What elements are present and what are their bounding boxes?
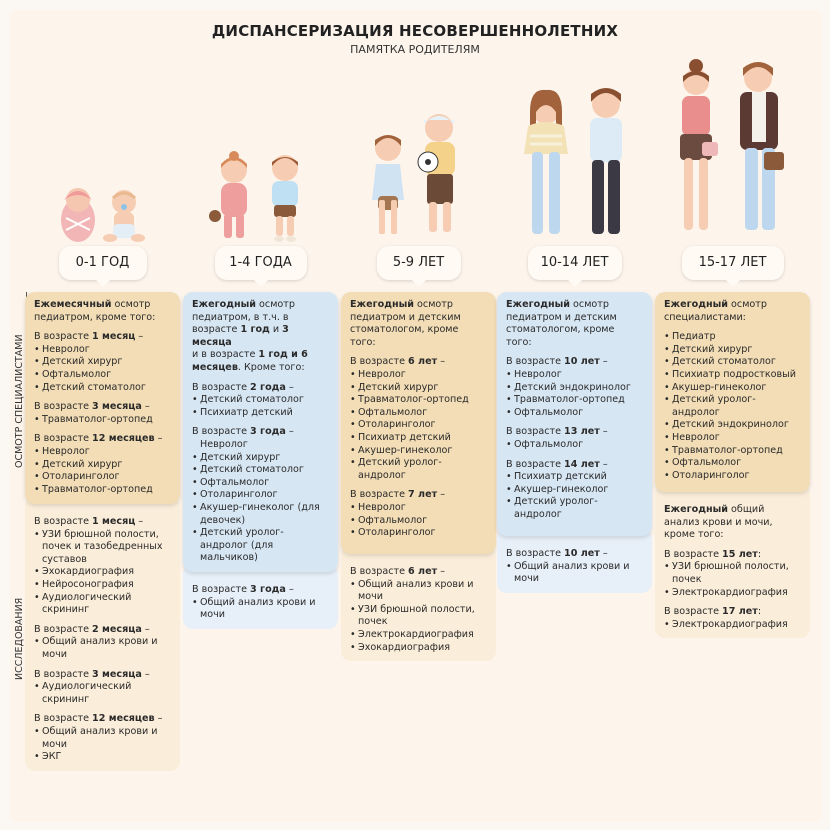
- age-label: 1-4 ГОДА: [215, 246, 307, 280]
- tests-card: [497, 528, 652, 593]
- heading-prefix: В возрасте: [192, 426, 251, 438]
- group-heading: [506, 426, 643, 439]
- tests-card: [183, 564, 338, 629]
- group-gap: [192, 419, 329, 426]
- item-list: [192, 394, 329, 419]
- list-item: • Отоларинголог: [192, 489, 329, 502]
- heading-age: 3 месяца: [92, 401, 142, 413]
- group-heading: [350, 489, 487, 502]
- heading-suffix: –: [135, 331, 144, 343]
- group-gap: [192, 375, 329, 382]
- heading-suffix: –: [285, 381, 294, 393]
- item-list: [34, 446, 171, 496]
- preteens-illustration: [518, 84, 638, 244]
- heading-age: 3 года: [250, 584, 286, 595]
- item-list: [34, 414, 171, 427]
- list-item: • Детский уролог-андролог (для мальчиков): [192, 527, 329, 565]
- heading-age: 6 лет: [408, 566, 438, 577]
- list-item: • Электрокардиография: [350, 629, 487, 642]
- heading-suffix: –: [437, 566, 446, 577]
- item-list: [192, 597, 329, 622]
- age-label: 10-14 ЛЕТ: [528, 246, 622, 280]
- item-list: [506, 471, 643, 521]
- heading-age: 2 года: [250, 381, 286, 393]
- group-heading: [34, 433, 171, 446]
- heading-prefix: В возрасте: [350, 356, 409, 368]
- list-item: • Эхокардиография: [34, 566, 171, 579]
- heading-age: 3 месяца: [92, 668, 142, 680]
- list-item: • Акушер-гинеколог: [506, 484, 643, 497]
- list-item: • Детский стоматолог: [34, 382, 171, 395]
- list-item: • Офтальмолог: [350, 515, 487, 528]
- item-list: [34, 344, 171, 394]
- group-gap: [664, 599, 801, 606]
- exam-intro: [350, 299, 487, 349]
- heading-age: 15 лет: [722, 548, 758, 560]
- item-list: [350, 369, 487, 482]
- group-heading: [34, 713, 171, 726]
- group-heading: [350, 356, 487, 369]
- list-item: • Психиатр детский: [350, 432, 487, 445]
- list-item: • Детский уролог-андролог: [664, 394, 801, 419]
- list-item: • Акушер-гинеколог: [350, 445, 487, 458]
- item-list: [192, 439, 329, 565]
- item-list: [34, 726, 171, 764]
- heading-age: 17 лет: [722, 606, 758, 618]
- item-list: [664, 561, 801, 599]
- heading-age: 1 месяц: [92, 516, 136, 527]
- list-item: • Отоларинголог: [34, 471, 171, 484]
- group-heading: [350, 566, 487, 579]
- heading-age: 6 лет: [408, 356, 438, 368]
- infant-illustration: [58, 180, 148, 246]
- heading-age: 14 лет: [564, 458, 600, 470]
- tests-card: [341, 546, 496, 661]
- group-gap: [506, 349, 643, 356]
- exam-card: [25, 292, 180, 504]
- teenagers-illustration: [668, 60, 792, 244]
- heading-prefix: В возрасте: [34, 331, 93, 343]
- heading-age: 12 месяцев: [92, 713, 155, 725]
- list-item: • Офтальмолог: [664, 457, 801, 470]
- list-item: • Невролог: [506, 369, 643, 382]
- age-label-pointer: [96, 280, 110, 287]
- heading-prefix: В возрасте: [350, 566, 409, 577]
- list-item: • Офтальмолог: [350, 407, 487, 420]
- list-item: • Детский хирург: [34, 356, 171, 369]
- item-list: [506, 439, 643, 452]
- tests-card: [655, 484, 810, 638]
- intro-text: осмотр педиатром и детским стоматологом, кроме того:: [506, 299, 617, 348]
- heading-prefix: В возрасте: [34, 713, 93, 725]
- group-gap: [664, 324, 801, 331]
- heading-suffix: –: [437, 489, 446, 501]
- item-list: [350, 502, 487, 540]
- heading-prefix: В возрасте: [506, 548, 565, 559]
- list-item: • Педиатр: [664, 331, 801, 344]
- school-children-illustration: [366, 104, 466, 244]
- list-item: • Детский эндокринолог: [664, 419, 801, 432]
- exam-card: [497, 292, 652, 536]
- list-item: • Отоларинголог: [350, 419, 487, 432]
- list-item: • Невролог: [34, 446, 171, 459]
- heading-suffix: –: [285, 584, 294, 595]
- list-item: • Детский уролог-андролог: [506, 496, 643, 521]
- item-list: [350, 579, 487, 655]
- list-item: • Невролог: [664, 432, 801, 445]
- intro-bold: Ежегодный: [664, 299, 728, 310]
- list-item: • Общий анализ крови и мочи: [34, 636, 171, 661]
- group-heading: [34, 516, 171, 529]
- group-heading: [192, 426, 329, 439]
- exam-intro: [34, 299, 171, 324]
- heading-prefix: В возрасте: [506, 356, 565, 368]
- list-item: • Психиатр подростковый: [664, 369, 801, 382]
- group-heading: [506, 548, 643, 561]
- heading-suffix: –: [141, 401, 150, 413]
- list-item: • Детский эндокринолог: [506, 382, 643, 395]
- heading-prefix: В возрасте: [34, 516, 93, 527]
- exam-intro: [192, 299, 329, 375]
- list-item: • Детский хирург: [192, 452, 329, 465]
- group-heading: [34, 624, 171, 637]
- intro-text: и в возрасте: [192, 349, 259, 361]
- intro-bold: Ежемесячный: [34, 299, 112, 310]
- list-item: • Офтальмолог: [506, 407, 643, 420]
- list-item: • Детский хирург: [350, 382, 487, 395]
- list-item: • УЗИ брюшной полости, почек и тазобедренных суставов: [34, 529, 171, 567]
- page-title: ДИСПАНСЕРИЗАЦИЯ НЕСОВЕРШЕННОЛЕТНИХ: [211, 22, 619, 40]
- group-heading: [506, 459, 643, 472]
- list-item: • Офтальмолог: [34, 369, 171, 382]
- list-item: • Детский стоматолог: [192, 394, 329, 407]
- heading-suffix: –: [154, 433, 163, 445]
- heading-suffix: –: [135, 516, 144, 527]
- list-item: • Психиатр детский: [506, 471, 643, 484]
- group-gap: [664, 542, 801, 549]
- exam-intro: [506, 299, 643, 349]
- group-gap: [34, 706, 171, 713]
- heading-age: 1 месяц: [92, 331, 136, 343]
- intro-text: . Кроме того:: [237, 361, 305, 373]
- group-heading: [34, 669, 171, 682]
- list-item: • Общий анализ крови и мочи: [192, 597, 329, 622]
- exam-card: [655, 292, 810, 492]
- list-item: • Психиатр детский: [192, 407, 329, 420]
- group-gap: [506, 419, 643, 426]
- item-list: [34, 636, 171, 661]
- heading-age: 10 лет: [564, 356, 600, 368]
- heading-age: 3 года: [250, 426, 286, 438]
- intro-bold: Ежегодный: [506, 299, 570, 310]
- age-label-pointer: [568, 280, 582, 287]
- heading-age: 13 лет: [564, 426, 600, 438]
- exam-card: [183, 292, 338, 572]
- list-item: • Акушер-гинеколог (для девочек): [192, 502, 329, 527]
- group-heading: [192, 584, 329, 597]
- heading-suffix: –: [599, 548, 608, 559]
- heading-suffix: :: [757, 606, 762, 618]
- list-item: • Эхокардиография: [350, 642, 487, 655]
- list-item: • Электрокардиография: [664, 587, 801, 600]
- heading-suffix: –: [154, 713, 163, 725]
- list-item: • Отоларинголог: [664, 470, 801, 483]
- heading-prefix: В возрасте: [506, 458, 565, 470]
- intro-bold: Ежегодный: [350, 299, 414, 310]
- heading-suffix: –: [285, 426, 294, 438]
- intro-joiner: и: [269, 324, 283, 336]
- age-label: 15-17 ЛЕТ: [682, 246, 784, 280]
- list-item: Невролог: [200, 438, 248, 450]
- heading-prefix: В возрасте: [192, 584, 251, 595]
- heading-age: 2 месяца: [92, 623, 142, 635]
- list-item: • Травматолог-ортопед: [350, 394, 487, 407]
- group-heading: [506, 356, 643, 369]
- intro-age: 3 месяца: [192, 324, 289, 348]
- group-gap: [506, 452, 643, 459]
- heading-prefix: В возрасте: [34, 433, 93, 445]
- list-item: • Общий анализ крови и мочи: [350, 579, 487, 604]
- heading-prefix: В возрасте: [664, 606, 723, 618]
- toddlers-illustration: [206, 150, 316, 246]
- heading-suffix: –: [599, 426, 608, 438]
- heading-suffix: –: [141, 623, 150, 635]
- list-item: • Детский уролог-андролог: [350, 457, 487, 482]
- list-item: • Аудиологический скрининг: [34, 592, 171, 617]
- intro-text: осмотр педиатром, в т.ч. в возрасте: [192, 299, 295, 336]
- list-item: • Травматолог-ортопед: [664, 445, 801, 458]
- intro-text: осмотр педиатром, кроме того:: [34, 299, 156, 323]
- item-list: [664, 331, 801, 482]
- group-gap: [34, 617, 171, 624]
- intro-bold: Ежегодный: [192, 299, 256, 310]
- heading-prefix: В возрасте: [506, 426, 565, 438]
- list-item: • Общий анализ крови и мочи: [34, 726, 171, 751]
- list-item: • Общий анализ крови и мочи: [506, 561, 643, 586]
- list-item: • УЗИ брюшной полости, почек: [664, 561, 801, 586]
- list-item: • Детский стоматолог: [192, 464, 329, 477]
- age-label: 0-1 ГОД: [59, 246, 147, 280]
- heading-age: 7 лет: [408, 489, 438, 501]
- heading-suffix: –: [437, 356, 446, 368]
- heading-age: 10 лет: [564, 548, 600, 559]
- intro-bold: Ежегодный: [664, 504, 728, 515]
- intro-age: 1 год и 6 месяцев: [192, 349, 308, 373]
- group-gap: [350, 482, 487, 489]
- list-item: • Отоларинголог: [350, 527, 487, 540]
- item-list: [506, 369, 643, 419]
- list-item: • Офтальмолог: [506, 439, 643, 452]
- intro-text: осмотр специалистами:: [664, 299, 767, 323]
- heading-suffix: –: [599, 356, 608, 368]
- exam-card: [341, 292, 496, 554]
- list-item: • Офтальмолог: [192, 477, 329, 490]
- list-item: • Невролог: [350, 369, 487, 382]
- heading-prefix: В возрасте: [34, 401, 93, 413]
- age-label-pointer: [254, 280, 268, 287]
- item-list: [664, 619, 801, 632]
- intro-text: общий анализ крови и мочи, кроме того:: [664, 504, 773, 541]
- list-item: • ЭКГ: [34, 751, 171, 764]
- tests-intro: [664, 504, 801, 542]
- age-label: 5-9 ЛЕТ: [377, 246, 461, 280]
- heading-prefix: В возрасте: [664, 548, 723, 560]
- heading-age: 12 месяцев: [92, 433, 155, 445]
- heading-prefix: В возрасте: [34, 623, 93, 635]
- item-list: [34, 529, 171, 617]
- exam-intro: [664, 299, 801, 324]
- list-item: • Детский хирург: [34, 459, 171, 472]
- page-subtitle: ПАМЯТКА РОДИТЕЛЯМ: [350, 43, 480, 56]
- heading-suffix: :: [757, 548, 762, 560]
- tests-card: [25, 496, 180, 771]
- heading-suffix: –: [141, 668, 150, 680]
- group-gap: [34, 662, 171, 669]
- side-label-tests: ИССЛЕДОВАНИЯ: [14, 597, 25, 680]
- list-item: • УЗИ брюшной полости, почек: [350, 604, 487, 629]
- list-item: • Аудиологический скрининг: [34, 681, 171, 706]
- group-gap: [34, 426, 171, 433]
- list-item: • Нейросонография: [34, 579, 171, 592]
- heading-prefix: В возрасте: [350, 489, 409, 501]
- age-label-pointer: [412, 280, 426, 287]
- list-item: • Детский стоматолог: [664, 356, 801, 369]
- list-item: • Невролог: [350, 502, 487, 515]
- item-list: [506, 561, 643, 586]
- group-heading: [664, 549, 801, 562]
- group-gap: [34, 394, 171, 401]
- heading-prefix: В возрасте: [192, 381, 251, 393]
- group-heading: [664, 606, 801, 619]
- group-heading: [192, 382, 329, 395]
- group-heading: [34, 331, 171, 344]
- age-label-pointer: [726, 280, 740, 287]
- list-item: • Травматолог-ортопед: [34, 414, 171, 427]
- list-item: • Невролог: [34, 344, 171, 357]
- group-gap: [350, 349, 487, 356]
- list-item: • Электрокардиография: [664, 619, 801, 632]
- heading-prefix: В возрасте: [34, 668, 93, 680]
- group-gap: [34, 324, 171, 331]
- list-item: • Детский хирург: [664, 344, 801, 357]
- list-item: • Травматолог-ортопед: [34, 484, 171, 497]
- list-item: • Акушер-гинеколог: [664, 382, 801, 395]
- list-item: • Травматолог-ортопед: [506, 394, 643, 407]
- intro-age: 1 год: [240, 324, 270, 336]
- heading-suffix: –: [599, 458, 608, 470]
- side-label-exams: ОСМОТР СПЕЦИАЛИСТАМИ: [14, 334, 25, 468]
- group-heading: [34, 401, 171, 414]
- intro-text: осмотр педиатром и детским стоматологом, кроме того:: [350, 299, 461, 348]
- item-list: [34, 681, 171, 706]
